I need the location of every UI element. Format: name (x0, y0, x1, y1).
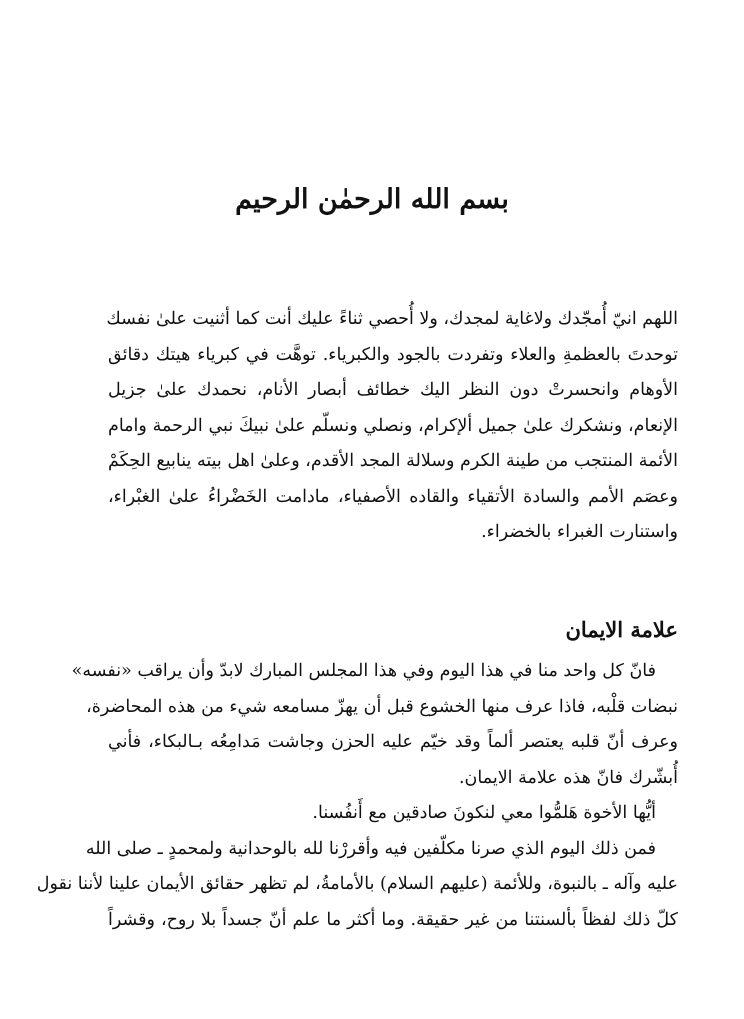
paragraph-line: الأئمة المنتجب من طينة الكرم وسلالة المجد الأقدم، وعلىٰ اهل بيته ينابيع الحِكَمْ (108, 451, 678, 471)
paragraph-line: وعرف أنّ قلبه يعتصر ألماً وقد خيّم عليه الحزن وجاشت مَدامِعُه بـالبكاء، فأني (108, 732, 678, 752)
paragraph-line: عليه وآله ـ بالنبوة، وللأئمة (عليهم السلام) بالأمامةُ، لم تظهر حقائق الأيمان علينا لأننا نقول (36, 874, 678, 894)
paragraph-line: فانّ كل واحد منا في هذا اليوم وفي هذا المجلس المبارك لابدّ وأن يراقب «نفسه» (71, 661, 656, 681)
paragraph-line: وعصَم الأمم والسادة الأتقياء والقاده الأصفياء، مادامت الخَضْراءُ علىٰ الغبْراء، (108, 486, 678, 507)
paragraph-line: أُبشّرك فانّ هذه علامة الايمان. (458, 767, 678, 788)
paragraph-line: توحدتَ بالعظمةِ والعلاء وتفردت بالجود والكبرياء. توهَّت في كبرياء هيتك دقائق (108, 344, 678, 365)
paragraph-line: أيُّها الأخوة هَلمُّوا معي لنكونَ صادقين مع أَنفُسنا. (312, 803, 656, 823)
opening-paragraph (108, 302, 678, 551)
section-paragraph (36, 654, 678, 938)
paragraph-line: الإنعام، ونشكرك علىٰ جميل ألإكرام، ونصلي ونسلّم علىٰ نبيكَ نبي الرحمة وامام (108, 415, 678, 436)
paragraph-line: الأوهام وانحسرتْ دون النظر اليك خطائف أبصار الأنام، نحمدك علىٰ جزيل (108, 380, 678, 400)
section-heading: علامة الايمان (565, 617, 678, 642)
paragraph-line: اللهم انيّ أُمجّدك ولاغاية لمجدك، ولا أُحصي ثناءً عليك أنت كما أثنيت علىٰ نفسك (106, 309, 678, 329)
paragraph-line: كلّ ذلك لفظاً بألسنتنا من غير حقيقة. وما أكثر ما علم أنّ جسداً بلا روح، وقشراً (108, 909, 678, 930)
basmala-heading: بسم الله الرحمٰن الرحيم (235, 184, 509, 215)
paragraph-line: فمن ذلك اليوم الذي صرنا مكلّفين فيه وأقررْنا لله بالوحدانية ولمحمدٍ ـ صلى الله (85, 838, 656, 859)
paragraph-line: نبضات قلْبه، فاذا عرف منها الخشوع قبل أن يهزّ مسامعه شيء من هذه المحاضرة، (86, 696, 678, 717)
paragraph-line: واستنارت الغبراء بالخضراء. (481, 522, 678, 542)
